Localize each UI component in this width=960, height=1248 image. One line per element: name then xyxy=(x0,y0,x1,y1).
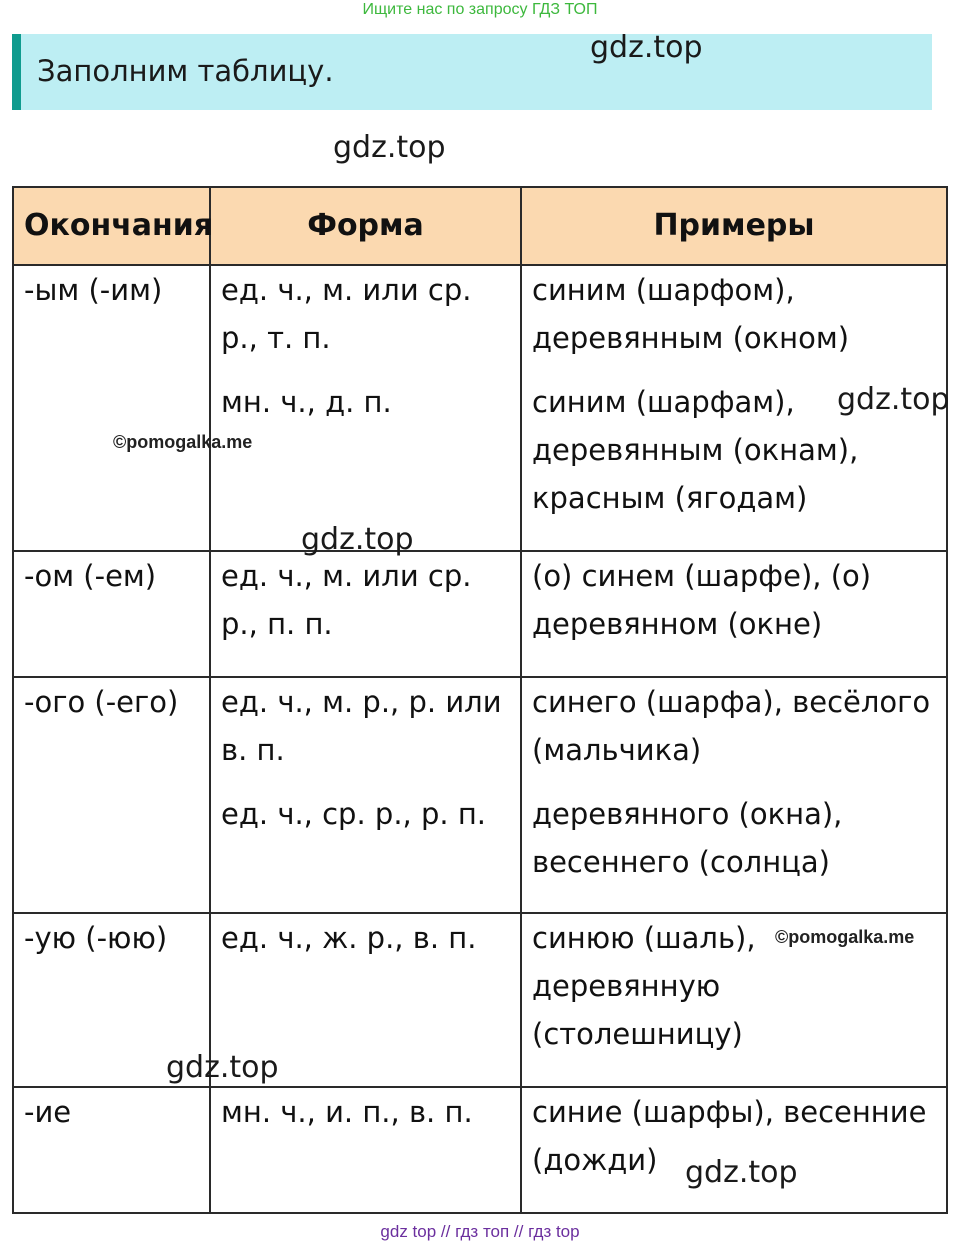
watermark-gdz: gdz.top xyxy=(166,1050,279,1085)
header-examples: Примеры xyxy=(521,187,947,265)
form-cell xyxy=(210,265,521,551)
table-header-row xyxy=(13,187,947,265)
banner-title: Заполним таблицу. xyxy=(37,54,334,88)
example-text: синим (шарфам), деревянным (окнам), красным (ягодам) xyxy=(532,385,859,515)
ending-text: -ого (-его) xyxy=(24,685,179,719)
table-row xyxy=(13,265,947,551)
ending-cell xyxy=(13,677,210,913)
endings-table xyxy=(12,186,948,1214)
watermark-gdz: gdz.top xyxy=(837,382,950,417)
form-text: ед. ч., ср. р., р. п. xyxy=(221,797,486,831)
form-cell xyxy=(210,677,521,913)
table-row xyxy=(13,1087,947,1213)
form-text: ед. ч., м. р., р. или в. п. xyxy=(221,685,502,767)
example-text: синюю (шаль), деревянную (столешницу) xyxy=(532,921,756,1051)
watermark-gdz: gdz.top xyxy=(590,30,703,65)
ending-text: -ым (-им) xyxy=(24,273,163,307)
watermark-pomogalka: ©pomogalka.me xyxy=(775,927,915,947)
examples-cell xyxy=(521,551,947,677)
form-text: мн. ч., д. п. xyxy=(221,385,392,419)
watermark-gdz: gdz.top xyxy=(301,522,414,557)
ending-cell xyxy=(13,1087,210,1213)
watermark-pomogalka: ©pomogalka.me xyxy=(113,432,253,452)
form-text: ед. ч., ж. р., в. п. xyxy=(221,921,477,955)
form-text: мн. ч., и. п., в. п. xyxy=(221,1095,473,1129)
example-text: (о) синем (шарфе), (о) деревянном (окне) xyxy=(532,559,872,641)
footer-links[interactable]: gdz top // гдз топ // гдз top xyxy=(380,1222,580,1241)
example-text: синие (шарфы), весенние (дожди) xyxy=(532,1095,927,1177)
form-cell xyxy=(210,551,521,677)
ending-cell xyxy=(13,551,210,677)
example-text: деревянного (окна), весеннего (солнца) xyxy=(532,797,843,879)
top-search-link[interactable]: Ищите нас по запросу ГДЗ ТОП xyxy=(362,1,598,18)
ending-text: -ую (-юю) xyxy=(24,921,168,955)
header-form: Форма xyxy=(210,187,521,265)
examples-cell xyxy=(521,1087,947,1213)
example-text: синего (шарфа), весёлого (мальчика) xyxy=(532,685,931,767)
ending-text: -ом (-ем) xyxy=(24,559,157,593)
ending-cell xyxy=(13,265,210,551)
task-banner xyxy=(12,34,932,110)
table-row xyxy=(13,677,947,913)
watermark-gdz: gdz.top xyxy=(685,1155,798,1190)
watermark-gdz: gdz.top xyxy=(333,130,446,165)
form-text: ед. ч., м. или ср. р., т. п. xyxy=(221,273,472,355)
table-row xyxy=(13,551,947,677)
ending-text: -ие xyxy=(24,1095,72,1129)
form-text: ед. ч., м. или ср. р., п. п. xyxy=(221,559,472,641)
examples-cell xyxy=(521,677,947,913)
header-endings: Окончания xyxy=(13,187,210,265)
example-text: синим (шарфом), деревянным (окном) xyxy=(532,273,850,355)
form-cell xyxy=(210,1087,521,1213)
